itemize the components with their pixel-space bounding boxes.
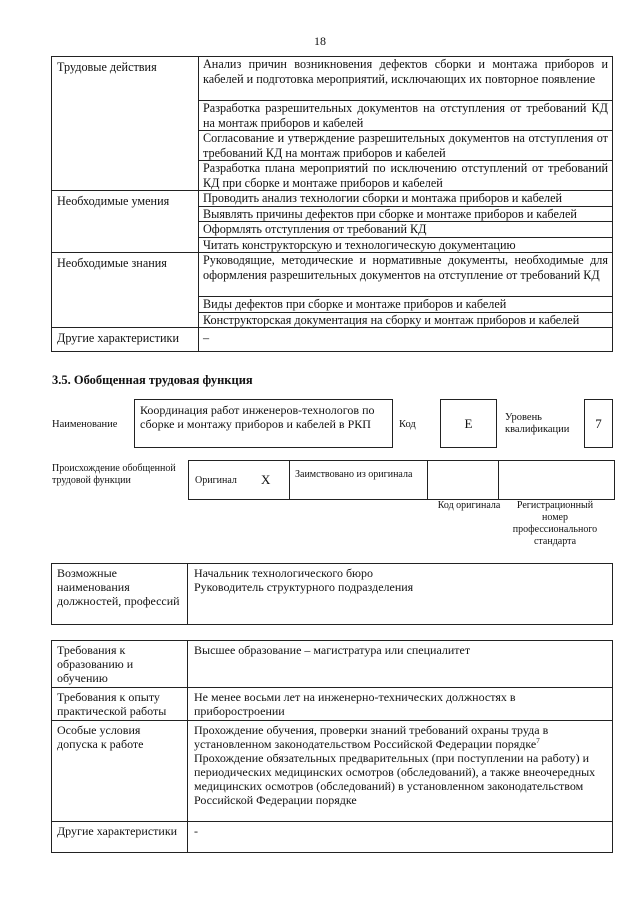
table-cell: - <box>188 822 613 853</box>
table-row <box>52 688 613 721</box>
table-row <box>52 564 613 625</box>
function-name-box <box>134 399 393 448</box>
row-label: Другие характеристики <box>52 822 188 853</box>
table-cell: Оформлять отступления от требований КД <box>199 222 613 238</box>
table-cell: Разработка плана мероприятий по исключению отступлений от требований КД при сборке и монтаже приборов и кабелей <box>199 161 613 191</box>
table-cell: Не менее восьми лет на инженерно-технических должностях в приборостроении <box>188 688 613 721</box>
table-cell: Конструкторская документация на сборку и монтаж приборов и кабелей <box>199 312 613 328</box>
reg-caption: Регистрационный номер профессионального стандарта <box>512 500 598 547</box>
page-number: 18 <box>314 34 326 48</box>
original-label: Оригинал <box>195 475 237 486</box>
table-row <box>52 328 613 352</box>
table-row <box>52 822 613 853</box>
table-row <box>52 641 613 688</box>
labor-functions-table <box>51 56 613 352</box>
table-cell: Читать конструкторскую и технологическую документацию <box>199 237 613 253</box>
function-name-value: Координация работ инженеров-технологов по сборке и монтажу приборов и кабелей в РКП <box>140 403 375 431</box>
position-item: Руководитель структурного подразделения <box>194 580 414 594</box>
row-label: Другие характеристики <box>52 328 199 352</box>
row-label: Необходимые знания <box>52 253 199 328</box>
table-cell: Согласование и утверждение разрешительных документов на отступления от требований КД на монтаж приборов и кабелей <box>199 131 613 161</box>
table-cell: Руководящие, методические и нормативные документы, необходимые для оформления разрешительных документов на отступление от требований КД <box>199 253 613 297</box>
table-cell: Виды дефектов при сборке и монтаже приборов и кабелей <box>199 297 613 313</box>
table-row <box>52 57 613 101</box>
origin-label: Происхождение обобщенной трудовой функции <box>52 463 176 486</box>
table-cell: – <box>199 328 613 352</box>
table-row <box>52 191 613 207</box>
code-label: Код <box>399 419 416 430</box>
table-cell <box>188 564 613 625</box>
borrowed-label: Заимствовано из оригинала <box>295 469 413 480</box>
admission-text-b: Прохождение обязательных предварительных (при поступлении на работу) и периодических медицинских осмотров (обследований), а также внеочередных медицинских осмотров (обследований) в установленном законодательством Российской Федерации порядке <box>194 751 596 807</box>
requirements-table <box>51 640 613 853</box>
table-cell: Выявлять причины дефектов при сборке и монтаже приборов и кабелей <box>199 206 613 222</box>
admission-text-a: Прохождение обучения, проверки знаний требований охраны труда в установленном законодательством Российской Федерации порядке <box>194 723 549 751</box>
table-cell: Проводить анализ технологии сборки и монтажа приборов и кабелей <box>199 191 613 207</box>
level-value: 7 <box>595 416 602 431</box>
table-row <box>52 721 613 822</box>
table-row <box>52 253 613 297</box>
section-heading: 3.5. Обобщенная трудовая функция <box>52 373 253 387</box>
table-cell <box>188 721 613 822</box>
code-caption: Код оригинала <box>437 500 501 511</box>
code-value: E <box>464 416 473 431</box>
row-label: Трудовые действия <box>52 57 199 191</box>
row-label: Возможные наименования должностей, профессий <box>52 564 188 625</box>
positions-table <box>51 563 613 625</box>
row-label: Особые условия допуска к работе <box>52 721 188 822</box>
code-box <box>440 399 497 448</box>
row-label: Необходимые умения <box>52 191 199 253</box>
row-label: Требования к опыту практической работы <box>52 688 188 721</box>
table-cell: Высшее образование – магистратура или специалитет <box>188 641 613 688</box>
table-cell: Анализ причин возникновения дефектов сборки и монтажа приборов и кабелей и подготовка мероприятий, исключающих их повторное появление <box>199 57 613 101</box>
table-cell: Разработка разрешительных документов на отступления от требований КД на монтаж приборов и кабелей <box>199 101 613 131</box>
row-label: Требования к образованию и обучению <box>52 641 188 688</box>
level-label: Уровень квалификации <box>505 412 570 435</box>
position-item: Начальник технологического бюро <box>194 566 374 580</box>
name-label: Наименование <box>52 419 118 430</box>
original-mark: X <box>261 472 271 487</box>
footnote-mark: 7 <box>536 737 540 745</box>
origin-box <box>188 460 615 500</box>
level-box <box>584 399 613 448</box>
